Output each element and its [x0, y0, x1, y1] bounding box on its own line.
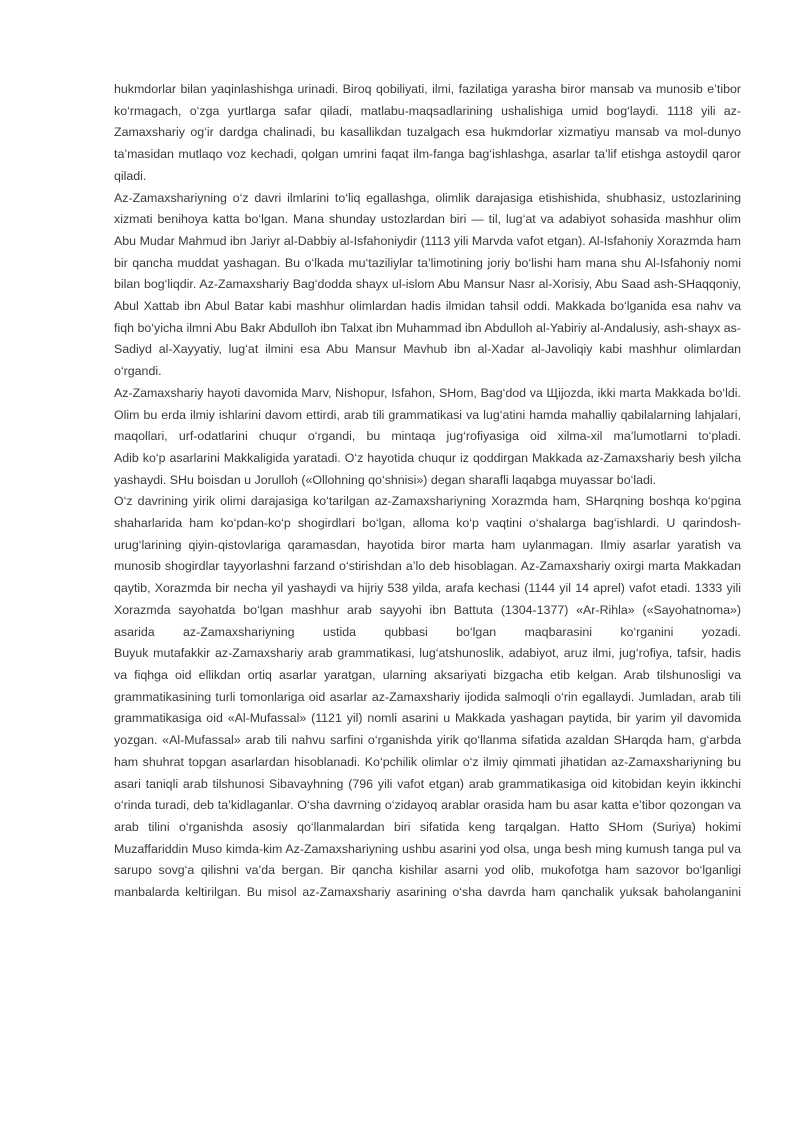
- paragraph-5: O‘z davrining yirik olimi darajasiga ko‘tarilgan az-Zamaxshariyning Xorazmda ham, SHarqning boshqa ko‘pgina shaharlarida ham ko‘pdan-ko‘p shogirdlari bo‘lgan, alloma ko‘p vaqtini o‘shalarga bag‘ishlardi. U qarindosh-urug‘larining qiyin-qistovlariga qaramasdan, hayotida biror marta ham uylanmagan. Ilmiy asarlar yaratish va munosib shogirdlar tayyorlashni farzand o‘stirishdan a’lo deb hisoblagan. Az-Zamaxshariy oxirgi marta Makkadan qaytib, Xorazmda bir necha yil yashaydi va hijriy 538 yilda, arafa kechasi (1144 yil 14 aprel) vafot etadi. 1333 yili Xorazmda sayohatda bo‘lgan mashhur arab sayyohi ibn Battuta (1304-1377) «Ar-Rihla» («Sayohatnoma») asarida az-Zamaxshariyning ustida qubbasi bo‘lgan maqbarasini ko‘rganini yozadi.: [114, 494, 741, 639]
- paragraph-4: Adib ko‘p asarlarini Makkaligida yaratadi. O‘z hayotida chuqur iz qoddirgan Makkada az-Zamaxshariy besh yilcha yashaydi. SHu boisdan u Jorulloh («Ollohning qo‘shnisi») degan sharafli laqabga muyassar bo‘ladi.: [114, 450, 741, 487]
- paragraph-3: Az-Zamaxshariy hayoti davomida Marv, Nishopur, Isfahon, SHom, Bag‘dod va Щijozda, ikki marta Makkada bo‘ldi. Olim bu erda ilmiy ishlarini davom ettirdi, arab tili grammatikasi va lug‘atini hamda mahalliy qabilalarning lahjalari, maqollari, urf-odatlarini chuqur o‘rgandi, bu mintaqa jug‘rofiyasiga oid xilma-xil ma’lumotlarni to‘pladi.: [114, 385, 741, 444]
- paragraph-2: Az-Zamaxshariyning o‘z davri ilmlarini to‘liq egallashga, olimlik darajasiga etishishida, shubhasiz, ustozlarining xizmati benihoya katta bo‘lgan. Mana shunday ustozlardan biri — til, lug‘at va adabiyot sohasida mashhur olim Abu Mudar Mahmud ibn Jariyr al-Dabbiy al-Isfahoniydir (1113 yili Marvda vafot etgan). Al-Isfahoniy Xorazmda ham bir qancha muddat yashagan. Bu o‘lkada mu‘taziliylar ta’limotining joriy bo‘lishi ham mana shu Al-Isfahoniy nomi bilan bog‘liqdir. Az-Zamaxshariy Bag‘dodda shayx ul-islom Abu Mansur Nasr al-Xorisiy, Abu Saad ash-SHaqqoniy, Abul Xattab ibn Abul Batar kabi mashhur olimlardan hadis ilmidan tahsil oddi. Makkada bo‘lganida esa nahv va fiqh bo‘yicha ilmni Abu Bakr Abdulloh ibn Talxat ibn Muhammad ibn Abdulloh al-Yabiriy al-Andalusiy, ash-shayx as-Sadiyd al-Xayyatiy, lug‘at ilmini esa Abu Mansur Mavhub ibn al-Xadar al-Javoliqiy kabi mashhur olimlardan o‘rgandi.: [114, 190, 741, 379]
- document-page: [114, 79, 741, 904]
- paragraph-1: hukmdorlar bilan yaqinlashishga urinadi. Biroq qobiliyati, ilmi, fazilatiga yarasha biror mansab va munosib e’tibor ko‘rmagach, o‘zga yurtlarga safar qiladi, matlabu-maqsadlarining ushalishiga umid bog‘laydi. 1118 yili az-Zamaxshariy og‘ir dardga chalinadi, bu kasallikdan tuzalgach esa hukmdorlar xizmatiyu mansab va mol-dunyo ta’masidan mutlaqo voz kechadi, qolgan umrini faqat ilm-fanga bag‘ishlashga, asarlar ta’lif etishga astoydil qaror qiladi.: [114, 82, 741, 183]
- paragraph-6: Buyuk mutafakkir az-Zamaxshariy arab grammatikasi, lug‘atshunoslik, adabiyot, aruz ilmi, jug‘rofiya, tafsir, hadis va fiqhga oid ellikdan ortiq asarlar yaratgan, ularning aksariyati bizgacha etib kelgan. Arab tilshunosligi va grammatikasining turli tomonlariga oid asarlar az-Zamaxshariy ijodida salmoqli o‘rin egallaydi. Jumladan, arab tili grammatikasiga oid «Al-Mufassal» (1121 yil) nomli asarini u Makkada yashagan paytida, bir yarim yil davomida yozgan. «Al-Mufassal» arab tili nahvu sarfini o‘rganishda yirik qo‘llanma sifatida azaldan SHarqda ham, g‘arbda ham shuhrat topgan asarlardan hisoblanadi. Ko‘pchilik olimlar o‘z ilmiy qimmati jihatidan az-Zamaxshariyning bu asari taniqli arab tilshunosi Sibavayhning (796 yili vafot etgan) arab grammatikasiga oid kitobidan keyin ikkinchi o‘rinda turadi, deb ta’kidlaganlar. O‘sha davrning o‘zidayoq arablar orasida ham bu asar katta e’tibor qozongan va arab tilini o‘rganishda asosiy qo‘llanmalardan biri sifatida keng tarqalgan. Hatto SHom (Suriya) hokimi Muzaffariddin Muso kimda-kim Az-Zamaxshariyning ushbu asarini yod olsa, unga besh ming kumush tanga pul va sarupo sovg‘a qilishni va’da bergan. Bir qancha kishilar asarni yod olib, mukofotga ham sazovor bo‘lganligi manbalarda keltirilgan. Bu misol az-Zamaxshariy asarining o‘sha davrda ham qanchalik yuksak baholanganini: [114, 646, 741, 900]
